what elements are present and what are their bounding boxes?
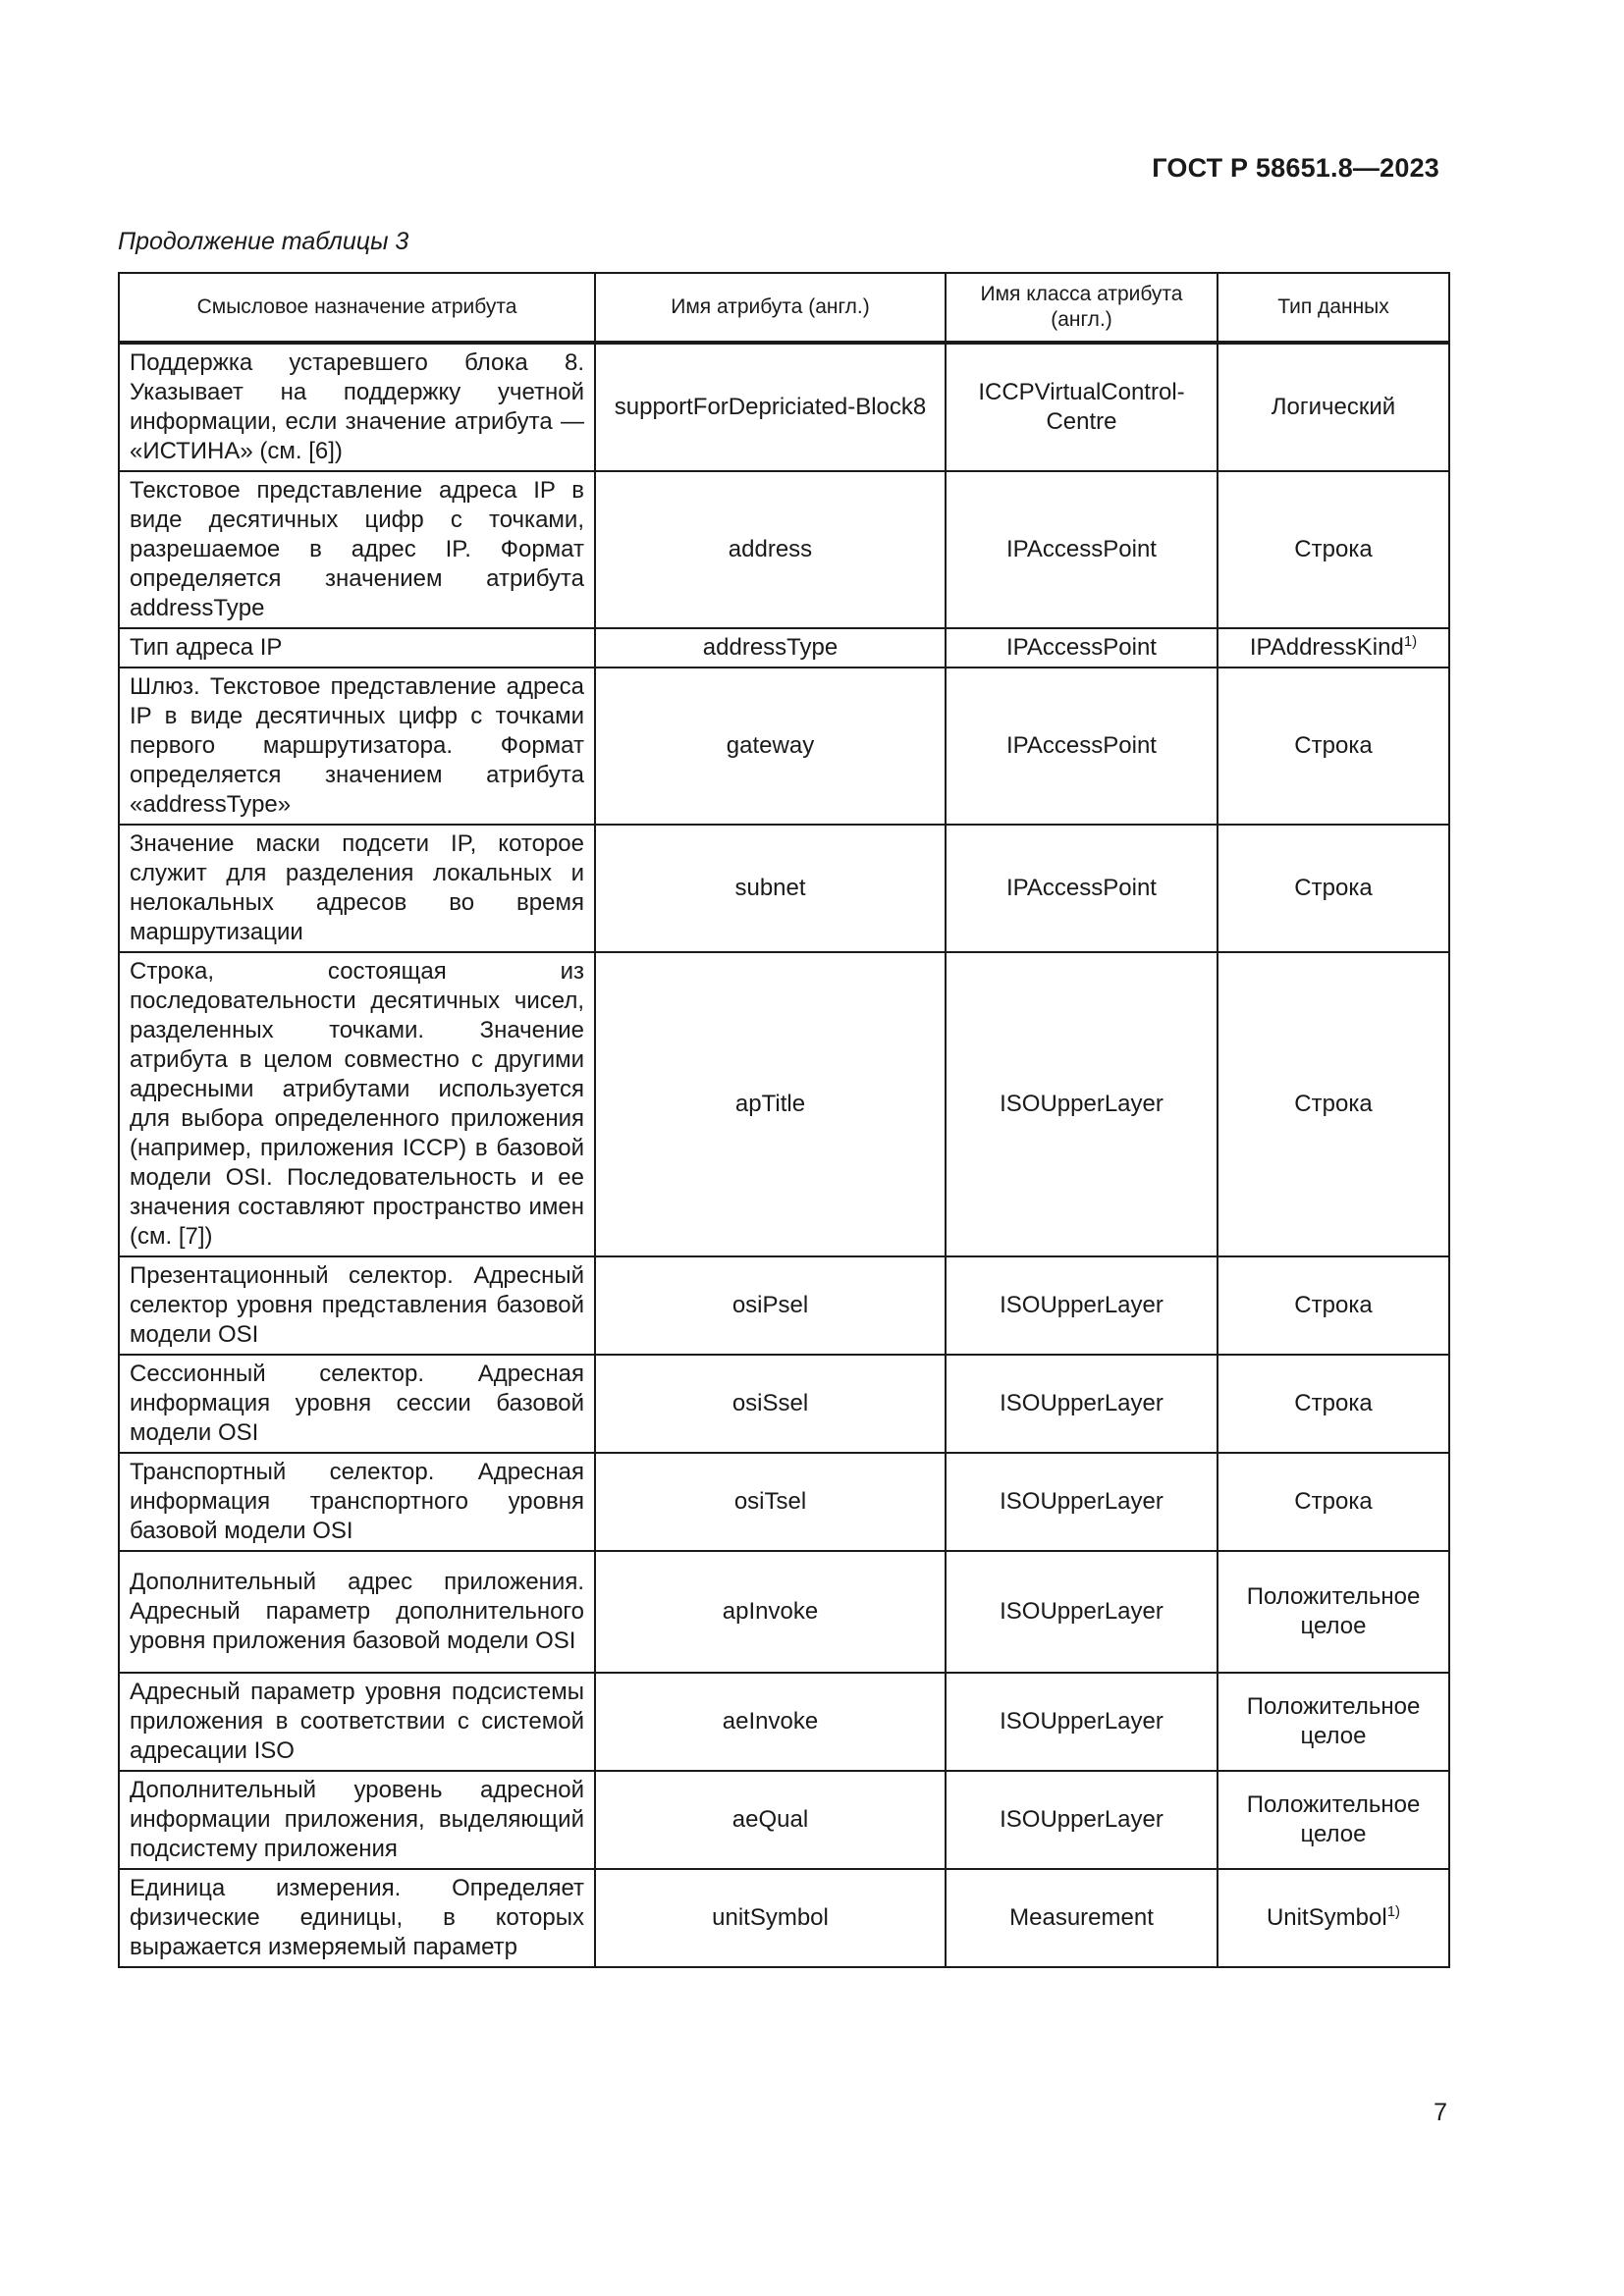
cell-class-name: ISOUpperLayer: [946, 952, 1218, 1256]
cell-class-name: ISOUpperLayer: [946, 1256, 1218, 1355]
data-type-value: Строка: [1294, 875, 1373, 901]
cell-description: Дополнительный уровень адресной информации приложения, выделяющий подсистему приложения: [119, 1771, 595, 1869]
table-body: [119, 343, 1449, 1967]
cell-attr-name: unitSymbol: [595, 1869, 946, 1967]
data-type-value: UnitSymbol: [1266, 1904, 1387, 1931]
footnote-marker: 1): [1403, 633, 1418, 650]
cell-attr-name: gateway: [595, 667, 946, 825]
table-row: [119, 628, 1449, 667]
column-header-description: Смысловое назначение атрибута: [119, 273, 595, 343]
data-type-value: Строка: [1294, 732, 1373, 759]
cell-data-type: [1218, 825, 1449, 952]
data-type-value: Положительное целое: [1246, 1583, 1421, 1639]
cell-attr-name: osiSsel: [595, 1355, 946, 1453]
data-type-value: Строка: [1294, 1091, 1373, 1117]
cell-attr-name: aeQual: [595, 1771, 946, 1869]
data-type-value: Положительное целое: [1246, 1693, 1421, 1749]
table-row: [119, 1256, 1449, 1355]
cell-attr-name: apInvoke: [595, 1551, 946, 1673]
cell-attr-name: aeInvoke: [595, 1673, 946, 1771]
cell-attr-name: subnet: [595, 825, 946, 952]
table-row: [119, 1551, 1449, 1673]
data-type-value: Положительное целое: [1246, 1791, 1421, 1847]
cell-attr-name: supportForDepriciated-Block8: [595, 343, 946, 471]
cell-data-type: [1218, 1551, 1449, 1673]
table-row: [119, 471, 1449, 628]
table-row: [119, 825, 1449, 952]
attributes-table: [118, 272, 1450, 1968]
cell-class-name: ICCPVirtualControl-Centre: [946, 343, 1218, 471]
cell-class-name: IPAccessPoint: [946, 825, 1218, 952]
data-type-value: IPAddressKind: [1249, 634, 1404, 661]
table-row: [119, 343, 1449, 471]
data-type-value: Строка: [1294, 536, 1373, 562]
cell-class-name: ISOUpperLayer: [946, 1673, 1218, 1771]
cell-data-type: [1218, 471, 1449, 628]
cell-description: Значение маски подсети IP, которое служит для разделения локальных и нелокальных адресов во время маршрутизации: [119, 825, 595, 952]
cell-data-type: [1218, 343, 1449, 471]
cell-class-name: ISOUpperLayer: [946, 1551, 1218, 1673]
footnote-marker: 1): [1386, 1903, 1401, 1920]
cell-class-name: ISOUpperLayer: [946, 1771, 1218, 1869]
data-type-value: Строка: [1294, 1488, 1373, 1515]
column-header-attr-name: Имя атрибута (англ.): [595, 273, 946, 343]
table-header-row: [119, 273, 1449, 343]
cell-data-type: [1218, 952, 1449, 1256]
cell-description: Презентационный селектор. Адресный селектор уровня представления базовой модели OSI: [119, 1256, 595, 1355]
cell-description: Шлюз. Текстовое представление адреса IP в виде десятичных цифр с точками первого маршрутизатора. Формат определяется значением атрибута «addressType»: [119, 667, 595, 825]
cell-attr-name: addressType: [595, 628, 946, 667]
cell-attr-name: osiTsel: [595, 1453, 946, 1551]
cell-class-name: ISOUpperLayer: [946, 1355, 1218, 1453]
data-type-value: Логический: [1271, 394, 1396, 420]
cell-description: Единица измерения. Определяет физические единицы, в которых выражается измеряемый параметр: [119, 1869, 595, 1967]
cell-description: Адресный параметр уровня подсистемы приложения в соответствии с системой адресации ISO: [119, 1673, 595, 1771]
cell-description: Тип адреса IP: [119, 628, 595, 667]
table-row: [119, 1673, 1449, 1771]
cell-attr-name: address: [595, 471, 946, 628]
column-header-class-name: Имя класса атрибута (англ.): [946, 273, 1218, 343]
cell-class-name: IPAccessPoint: [946, 471, 1218, 628]
cell-class-name: IPAccessPoint: [946, 628, 1218, 667]
data-type-value: Строка: [1294, 1390, 1373, 1416]
cell-data-type: [1218, 1256, 1449, 1355]
page-number: 7: [1434, 2099, 1447, 2126]
cell-description: Сессионный селектор. Адресная информация уровня сессии базовой модели OSI: [119, 1355, 595, 1453]
cell-description: Транспортный селектор. Адресная информация транспортного уровня базовой модели OSI: [119, 1453, 595, 1551]
cell-data-type: [1218, 1771, 1449, 1869]
table-row: [119, 667, 1449, 825]
cell-data-type: [1218, 1869, 1449, 1967]
data-type-value: Строка: [1294, 1292, 1373, 1318]
cell-description: Поддержка устаревшего блока 8. Указывает на поддержку учетной информации, если значение атрибута — «ИСТИНА» (см. [6]): [119, 343, 595, 471]
cell-description: Текстовое представление адреса IP в виде десятичных цифр с точками, разрешаемое в адрес IP. Формат определяется значением атрибута addressType: [119, 471, 595, 628]
table-caption: Продолжение таблицы 3: [118, 228, 409, 255]
table-row: [119, 1453, 1449, 1551]
table-row: [119, 952, 1449, 1256]
table-row: [119, 1771, 1449, 1869]
cell-attr-name: osiPsel: [595, 1256, 946, 1355]
table-row: [119, 1355, 1449, 1453]
cell-class-name: IPAccessPoint: [946, 667, 1218, 825]
cell-data-type: [1218, 667, 1449, 825]
cell-class-name: Measurement: [946, 1869, 1218, 1967]
cell-data-type: [1218, 1673, 1449, 1771]
column-header-data-type: Тип данных: [1218, 273, 1449, 343]
table-row: [119, 1869, 1449, 1967]
cell-description: Дополнительный адрес приложения. Адресный параметр дополнительного уровня приложения базовой модели OSI: [119, 1551, 595, 1673]
cell-data-type: [1218, 1453, 1449, 1551]
cell-data-type: [1218, 628, 1449, 667]
cell-class-name: ISOUpperLayer: [946, 1453, 1218, 1551]
cell-attr-name: apTitle: [595, 952, 946, 1256]
cell-data-type: [1218, 1355, 1449, 1453]
document-code: ГОСТ Р 58651.8—2023: [1152, 153, 1439, 183]
cell-description: Строка, состоящая из последовательности десятичных чисел, разделенных точками. Значение атрибута в целом совместно с другими адресными атрибутами используется для выбора определенного приложения (например, приложения ICCP) в базовой модели OSI. Последовательность и ее значения составляют пространство имен (см. [7]): [119, 952, 595, 1256]
